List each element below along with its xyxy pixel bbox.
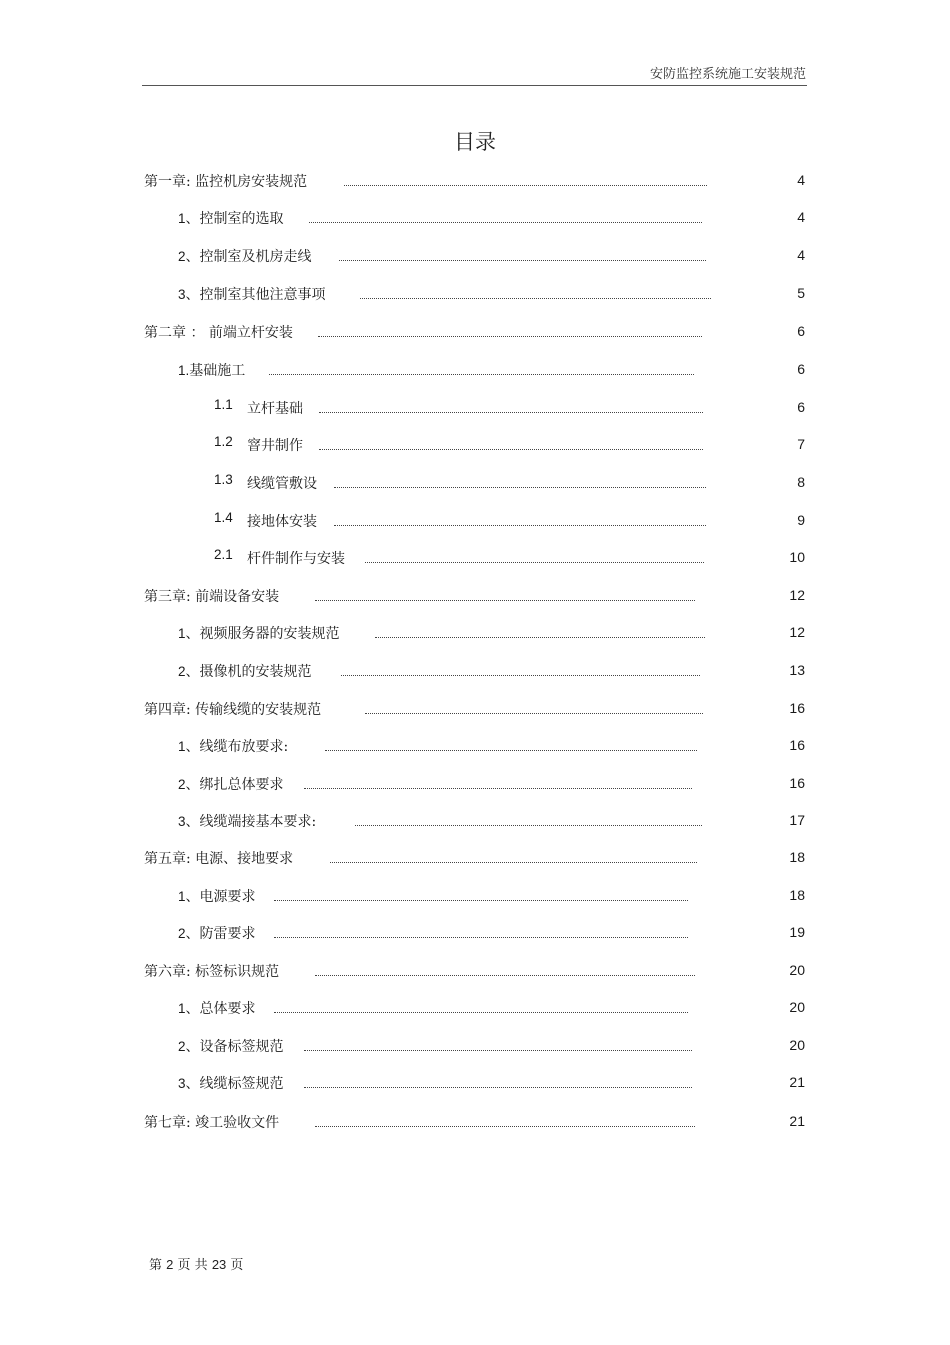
- toc-entry-page: 19: [789, 924, 805, 940]
- toc-entry-number: 1: [178, 1001, 186, 1016]
- toc-entry[interactable]: [178, 887, 256, 907]
- toc-entry[interactable]: [178, 775, 284, 795]
- toc-entry[interactable]: [214, 474, 317, 494]
- toc-entry-number: 3: [178, 1076, 186, 1091]
- toc-leader-dots: [319, 447, 703, 450]
- toc-entry-label: 第七章: 竣工验收文件: [144, 1115, 280, 1131]
- toc-entry[interactable]: [178, 924, 256, 944]
- toc-leader-dots: [375, 635, 705, 638]
- footer-prefix: 第: [149, 1258, 163, 1273]
- footer-total-pages: 23: [211, 1257, 227, 1272]
- toc-entry-label: 、设备标签规范: [185, 1039, 284, 1055]
- toc-entry-page: 5: [797, 285, 805, 301]
- toc-entry-label: 第二章 ： 前端立杆安装: [144, 325, 293, 341]
- toc-entry-page: 21: [789, 1074, 805, 1090]
- toc-entry-number: 1: [178, 211, 186, 226]
- toc-entry[interactable]: [178, 285, 326, 305]
- toc-entry-page: 16: [789, 775, 805, 791]
- toc-entry-label: 、摄像机的安装规范: [185, 664, 312, 680]
- toc-entry-number: 3: [178, 814, 186, 829]
- footer-current-page: 2: [166, 1257, 174, 1272]
- toc-entry-page: 21: [789, 1113, 805, 1129]
- toc-leader-dots: [274, 1010, 688, 1013]
- toc-entry[interactable]: [214, 399, 303, 419]
- toc-entry-page: 6: [797, 399, 805, 415]
- toc-entry-page: 4: [797, 172, 805, 188]
- toc-entry[interactable]: [178, 624, 340, 644]
- toc-leader-dots: [318, 334, 702, 337]
- header-title: 安防监控系统施工安装规范: [649, 67, 806, 82]
- toc-entry-label: 、绑扎总体要求: [185, 777, 284, 793]
- toc-leader-dots: [269, 372, 694, 375]
- toc-leader-dots: [365, 711, 703, 714]
- toc-leader-dots: [355, 823, 702, 826]
- toc-entry[interactable]: [178, 999, 256, 1019]
- toc-leader-dots: [315, 1124, 695, 1127]
- toc-entry[interactable]: [214, 512, 317, 532]
- toc-entry[interactable]: [178, 662, 312, 682]
- toc-entry-page: 16: [789, 737, 805, 753]
- toc-entry[interactable]: [214, 436, 303, 456]
- toc-entry-page: 12: [789, 587, 805, 603]
- toc-entry-page: 6: [797, 323, 805, 339]
- toc-entry-page: 20: [789, 962, 805, 978]
- toc-entry[interactable]: [178, 812, 316, 832]
- toc-entry-label: 第五章: 电源、接地要求: [144, 851, 294, 867]
- toc-entry-label: 、电源要求: [185, 889, 256, 905]
- toc-leader-dots: [334, 485, 706, 488]
- toc-entry[interactable]: [178, 209, 284, 229]
- toc-entry-number: 2: [178, 777, 186, 792]
- toc-entry[interactable]: [144, 1113, 279, 1133]
- toc-entry-number: 2: [178, 664, 186, 679]
- toc-leader-dots: [309, 220, 702, 223]
- toc-entry-page: 4: [797, 247, 805, 263]
- toc-entry-label: 第三章: 前端设备安装: [144, 589, 280, 605]
- toc-entry[interactable]: [144, 172, 307, 192]
- toc-entry-label: 、控制室其他注意事项: [185, 287, 326, 303]
- toc-leader-dots: [319, 410, 703, 413]
- toc-entry-number: 2: [178, 1039, 186, 1054]
- toc-entry-page: 9: [797, 512, 805, 528]
- toc-entry[interactable]: [178, 1074, 284, 1094]
- toc-entry-label: 、线缆标签规范: [185, 1076, 284, 1092]
- toc-entry[interactable]: [214, 549, 345, 569]
- toc-leader-dots: [341, 673, 700, 676]
- toc-leader-dots: [274, 898, 688, 901]
- toc-entry-page: 13: [789, 662, 805, 678]
- toc-entry-label: 、线缆布放要求:: [185, 739, 289, 755]
- toc-entry-page: 18: [789, 849, 805, 865]
- toc-entry-label: 、防雷要求: [185, 926, 256, 942]
- toc-leader-dots: [365, 560, 704, 563]
- toc-entry-number: 2.1: [214, 547, 233, 562]
- toc-leader-dots: [360, 296, 711, 299]
- toc-entry-label: 立杆基础: [247, 401, 303, 417]
- toc-entry-number: 1: [178, 739, 186, 754]
- toc-entry-page: 6: [797, 361, 805, 377]
- toc-entry-page: 4: [797, 209, 805, 225]
- footer-suffix: 页: [230, 1258, 244, 1273]
- toc-entry[interactable]: [144, 323, 293, 343]
- toc-entry-number: 1: [178, 626, 186, 641]
- toc-title: 目录: [454, 130, 496, 154]
- toc-entry[interactable]: [144, 962, 279, 982]
- toc-entry-page: 18: [789, 887, 805, 903]
- toc-leader-dots: [304, 786, 692, 789]
- toc-leader-dots: [304, 1085, 692, 1088]
- toc-entry-label: 第四章: 传输线缆的安装规范: [144, 702, 322, 718]
- toc-entry-label: 第六章: 标签标识规范: [144, 964, 280, 980]
- toc-entry-label: 窨井制作: [247, 438, 303, 454]
- toc-entry[interactable]: [144, 587, 279, 607]
- toc-entry-page: 10: [789, 549, 805, 565]
- toc-entry[interactable]: [178, 737, 288, 757]
- toc-entry-page: 12: [789, 624, 805, 640]
- toc-entry-label: 杆件制作与安装: [247, 551, 345, 567]
- toc-leader-dots: [339, 258, 706, 261]
- toc-entry-page: 20: [789, 1037, 805, 1053]
- toc-leader-dots: [304, 1048, 692, 1051]
- toc-entry-label: 接地体安装: [247, 514, 317, 530]
- toc-entry-label: 、线缆端接基本要求:: [185, 814, 317, 830]
- toc-entry[interactable]: [178, 247, 312, 267]
- toc-leader-dots: [334, 523, 706, 526]
- toc-entry[interactable]: [178, 361, 245, 381]
- toc-entry-label: 第一章: 监控机房安装规范: [144, 174, 308, 190]
- page-footer: [149, 1254, 243, 1273]
- toc-entry-number: 2: [178, 249, 186, 264]
- toc-entry-page: 17: [789, 812, 805, 828]
- toc-entry-number: 1: [178, 889, 186, 904]
- toc-entry-page: 16: [789, 700, 805, 716]
- footer-mid: 页 共: [177, 1258, 208, 1273]
- toc-entry[interactable]: [144, 849, 293, 869]
- toc-leader-dots: [315, 598, 695, 601]
- toc-entry-page: 8: [797, 474, 805, 490]
- toc-entry-label: 、控制室的选取: [185, 211, 284, 227]
- toc-entry-number: 2: [178, 926, 186, 941]
- toc-entry-label: 、视频服务器的安装规范: [185, 626, 340, 642]
- toc-leader-dots: [274, 935, 688, 938]
- toc-entry-label: 、控制室及机房走线: [185, 249, 312, 265]
- toc-entry-number: 1.1: [214, 397, 233, 412]
- toc-leader-dots: [330, 860, 697, 863]
- toc-entry-label: 基础施工: [189, 363, 246, 379]
- toc-entry-label: 线缆管敷设: [247, 476, 317, 492]
- toc-leader-dots: [315, 973, 695, 976]
- toc-entry[interactable]: [178, 1037, 284, 1057]
- toc-entry-number: 3: [178, 287, 186, 302]
- toc-entry[interactable]: [144, 700, 321, 720]
- toc-entry-page: 7: [797, 436, 805, 452]
- toc-entry-number: 1.2: [214, 434, 233, 449]
- toc-leader-dots: [325, 748, 697, 751]
- toc-entry-number: 1.: [178, 363, 190, 378]
- toc-entry-number: 1.4: [214, 510, 233, 525]
- toc-entry-label: 、总体要求: [185, 1001, 256, 1017]
- toc-entry-page: 20: [789, 999, 805, 1015]
- toc-entry-number: 1.3: [214, 472, 233, 487]
- toc-leader-dots: [344, 183, 707, 186]
